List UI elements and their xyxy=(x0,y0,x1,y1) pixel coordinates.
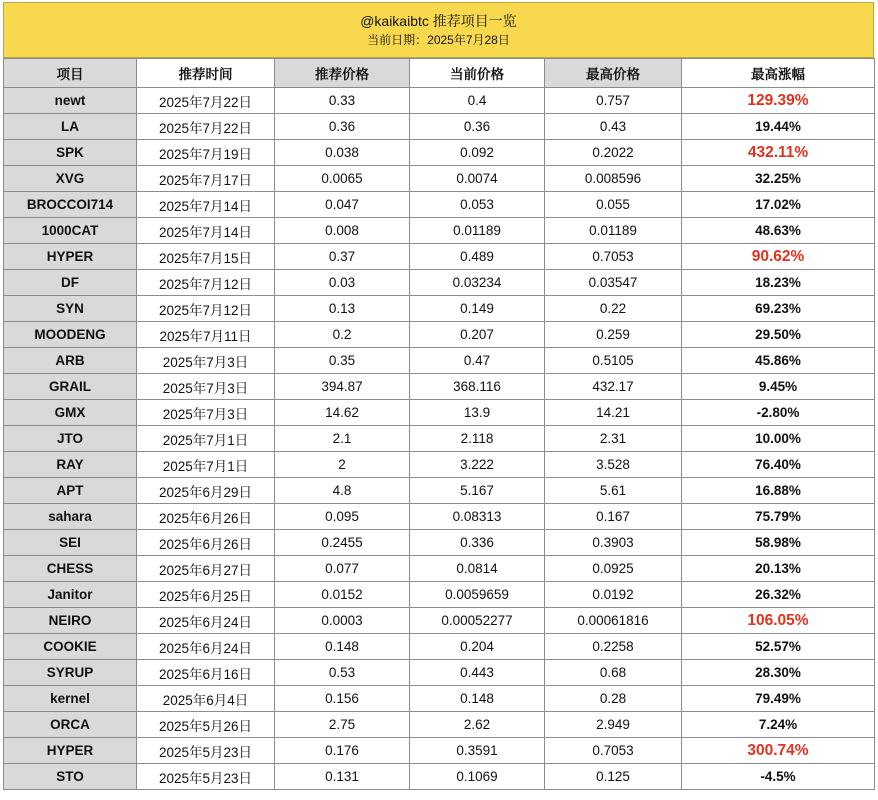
rec-date-cell: 2025年7月11日 xyxy=(137,322,275,348)
high-price-cell: 0.0925 xyxy=(545,556,682,582)
current-price-cell: 13.9 xyxy=(410,400,545,426)
current-price-cell: 0.489 xyxy=(410,244,545,270)
project-name-cell: sahara xyxy=(4,504,137,530)
project-name-cell: NEIRO xyxy=(4,608,137,634)
rec-price-cell: 0.047 xyxy=(275,192,410,218)
rec-price-cell: 2 xyxy=(275,452,410,478)
rec-date-cell: 2025年7月19日 xyxy=(137,140,275,166)
project-name-cell: CHESS xyxy=(4,556,137,582)
project-name-cell: JTO xyxy=(4,426,137,452)
high-price-cell: 0.43 xyxy=(545,114,682,140)
high-price-cell: 2.949 xyxy=(545,712,682,738)
current-price-cell: 0.443 xyxy=(410,660,545,686)
table-row xyxy=(4,218,875,244)
max-gain-cell: 20.13% xyxy=(682,556,875,582)
current-price-cell: 2.118 xyxy=(410,426,545,452)
max-gain-cell: 52.57% xyxy=(682,634,875,660)
current-date: 当前日期：2025年7月28日 xyxy=(367,33,510,47)
rec-date-cell: 2025年7月12日 xyxy=(137,270,275,296)
page-title: @kaikaibtc 推荐项目一览 xyxy=(360,13,517,29)
table-row xyxy=(4,322,875,348)
table-row xyxy=(4,738,875,764)
rec-date-cell: 2025年6月27日 xyxy=(137,556,275,582)
max-gain-cell: 26.32% xyxy=(682,582,875,608)
high-price-cell: 0.7053 xyxy=(545,244,682,270)
project-name-cell: GRAIL xyxy=(4,374,137,400)
rec-price-cell: 0.0003 xyxy=(275,608,410,634)
project-name-cell: STO xyxy=(4,764,137,790)
project-name-cell: ORCA xyxy=(4,712,137,738)
max-gain-cell: 19.44% xyxy=(682,114,875,140)
rec-date-cell: 2025年7月1日 xyxy=(137,452,275,478)
max-gain-cell: 300.74% xyxy=(682,738,875,764)
max-gain-cell: -2.80% xyxy=(682,400,875,426)
max-gain-cell: 58.98% xyxy=(682,530,875,556)
high-price-cell: 432.17 xyxy=(545,374,682,400)
table-row xyxy=(4,608,875,634)
current-price-cell: 0.336 xyxy=(410,530,545,556)
project-name-cell: kernel xyxy=(4,686,137,712)
table-row xyxy=(4,296,875,322)
rec-price-cell: 0.095 xyxy=(275,504,410,530)
table-row xyxy=(4,426,875,452)
current-price-cell: 0.204 xyxy=(410,634,545,660)
high-price-cell: 0.008596 xyxy=(545,166,682,192)
rec-price-cell: 0.36 xyxy=(275,114,410,140)
max-gain-cell: 10.00% xyxy=(682,426,875,452)
current-price-cell: 3.222 xyxy=(410,452,545,478)
current-price-cell: 0.149 xyxy=(410,296,545,322)
max-gain-cell: 16.88% xyxy=(682,478,875,504)
current-price-cell: 0.0074 xyxy=(410,166,545,192)
current-price-cell: 0.148 xyxy=(410,686,545,712)
rec-date-cell: 2025年6月16日 xyxy=(137,660,275,686)
project-name-cell: MOODENG xyxy=(4,322,137,348)
rec-date-cell: 2025年5月26日 xyxy=(137,712,275,738)
rec-date-cell: 2025年5月23日 xyxy=(137,764,275,790)
max-gain-cell: 17.02% xyxy=(682,192,875,218)
high-price-cell: 0.03547 xyxy=(545,270,682,296)
project-name-cell: Janitor xyxy=(4,582,137,608)
rec-price-cell: 0.03 xyxy=(275,270,410,296)
recommendation-sheet xyxy=(3,2,874,796)
rec-date-cell: 2025年7月3日 xyxy=(137,374,275,400)
high-price-cell: 3.528 xyxy=(545,452,682,478)
max-gain-cell: 90.62% xyxy=(682,244,875,270)
rec-price-cell: 2.75 xyxy=(275,712,410,738)
table-row xyxy=(4,764,875,790)
header-banner xyxy=(3,2,874,58)
high-price-cell: 0.2022 xyxy=(545,140,682,166)
high-price-cell: 0.5105 xyxy=(545,348,682,374)
rec-date-cell: 2025年6月25日 xyxy=(137,582,275,608)
max-gain-cell: 432.11% xyxy=(682,140,875,166)
current-price-cell: 0.3591 xyxy=(410,738,545,764)
rec-date-cell: 2025年7月12日 xyxy=(137,296,275,322)
current-price-cell: 0.0059659 xyxy=(410,582,545,608)
table-body xyxy=(4,88,875,790)
rec-price-cell: 0.148 xyxy=(275,634,410,660)
current-price-cell: 2.62 xyxy=(410,712,545,738)
high-price-cell: 0.055 xyxy=(545,192,682,218)
rec-date-cell: 2025年5月23日 xyxy=(137,738,275,764)
high-price-cell: 0.00061816 xyxy=(545,608,682,634)
projects-table xyxy=(3,58,875,790)
rec-date-cell: 2025年6月24日 xyxy=(137,634,275,660)
max-gain-cell: 32.25% xyxy=(682,166,875,192)
rec-price-cell: 0.156 xyxy=(275,686,410,712)
current-price-cell: 5.167 xyxy=(410,478,545,504)
max-gain-cell: 29.50% xyxy=(682,322,875,348)
max-gain-cell: 76.40% xyxy=(682,452,875,478)
rec-price-cell: 0.0065 xyxy=(275,166,410,192)
rec-date-cell: 2025年7月22日 xyxy=(137,88,275,114)
high-price-cell: 0.01189 xyxy=(545,218,682,244)
current-price-cell: 0.01189 xyxy=(410,218,545,244)
rec-price-cell: 0.13 xyxy=(275,296,410,322)
table-row xyxy=(4,478,875,504)
column-header-project: 项目 xyxy=(4,59,137,88)
project-name-cell: 1000CAT xyxy=(4,218,137,244)
current-price-cell: 0.207 xyxy=(410,322,545,348)
max-gain-cell: 129.39% xyxy=(682,88,875,114)
project-name-cell: ARB xyxy=(4,348,137,374)
rec-price-cell: 0.131 xyxy=(275,764,410,790)
rec-price-cell: 0.37 xyxy=(275,244,410,270)
max-gain-cell: 48.63% xyxy=(682,218,875,244)
max-gain-cell: 75.79% xyxy=(682,504,875,530)
rec-date-cell: 2025年7月3日 xyxy=(137,400,275,426)
high-price-cell: 5.61 xyxy=(545,478,682,504)
rec-date-cell: 2025年6月26日 xyxy=(137,530,275,556)
table-row xyxy=(4,374,875,400)
rec-price-cell: 0.2455 xyxy=(275,530,410,556)
current-price-cell: 0.053 xyxy=(410,192,545,218)
table-row xyxy=(4,556,875,582)
high-price-cell: 0.0192 xyxy=(545,582,682,608)
project-name-cell: SYRUP xyxy=(4,660,137,686)
project-name-cell: SYN xyxy=(4,296,137,322)
max-gain-cell: 9.45% xyxy=(682,374,875,400)
max-gain-cell: 18.23% xyxy=(682,270,875,296)
rec-price-cell: 0.038 xyxy=(275,140,410,166)
rec-price-cell: 0.077 xyxy=(275,556,410,582)
table-row xyxy=(4,348,875,374)
max-gain-cell: 69.23% xyxy=(682,296,875,322)
rec-price-cell: 4.8 xyxy=(275,478,410,504)
table-row xyxy=(4,140,875,166)
table-row xyxy=(4,634,875,660)
table-row xyxy=(4,192,875,218)
project-name-cell: DF xyxy=(4,270,137,296)
project-name-cell: RAY xyxy=(4,452,137,478)
max-gain-cell: 7.24% xyxy=(682,712,875,738)
table-row xyxy=(4,166,875,192)
table-row xyxy=(4,400,875,426)
project-name-cell: GMX xyxy=(4,400,137,426)
rec-date-cell: 2025年7月14日 xyxy=(137,218,275,244)
high-price-cell: 0.757 xyxy=(545,88,682,114)
rec-price-cell: 0.176 xyxy=(275,738,410,764)
table-row xyxy=(4,452,875,478)
project-name-cell: HYPER xyxy=(4,244,137,270)
table-row xyxy=(4,530,875,556)
rec-price-cell: 0.2 xyxy=(275,322,410,348)
max-gain-cell: 79.49% xyxy=(682,686,875,712)
project-name-cell: SPK xyxy=(4,140,137,166)
table-row xyxy=(4,88,875,114)
project-name-cell: LA xyxy=(4,114,137,140)
current-price-cell: 0.08313 xyxy=(410,504,545,530)
table-row xyxy=(4,686,875,712)
current-price-cell: 0.36 xyxy=(410,114,545,140)
rec-price-cell: 2.1 xyxy=(275,426,410,452)
project-name-cell: SEI xyxy=(4,530,137,556)
rec-date-cell: 2025年6月24日 xyxy=(137,608,275,634)
high-price-cell: 0.22 xyxy=(545,296,682,322)
high-price-cell: 0.68 xyxy=(545,660,682,686)
high-price-cell: 0.7053 xyxy=(545,738,682,764)
column-header-rec-price: 推荐价格 xyxy=(275,59,410,88)
table-row xyxy=(4,660,875,686)
high-price-cell: 0.259 xyxy=(545,322,682,348)
project-name-cell: APT xyxy=(4,478,137,504)
rec-price-cell: 0.33 xyxy=(275,88,410,114)
rec-date-cell: 2025年7月22日 xyxy=(137,114,275,140)
table-row xyxy=(4,582,875,608)
current-price-cell: 368.116 xyxy=(410,374,545,400)
current-price-cell: 0.092 xyxy=(410,140,545,166)
max-gain-cell: 45.86% xyxy=(682,348,875,374)
rec-price-cell: 14.62 xyxy=(275,400,410,426)
project-name-cell: COOKIE xyxy=(4,634,137,660)
table-row xyxy=(4,712,875,738)
high-price-cell: 0.2258 xyxy=(545,634,682,660)
current-price-cell: 0.03234 xyxy=(410,270,545,296)
table-row xyxy=(4,114,875,140)
current-price-cell: 0.0814 xyxy=(410,556,545,582)
rec-date-cell: 2025年7月15日 xyxy=(137,244,275,270)
current-price-cell: 0.4 xyxy=(410,88,545,114)
rec-date-cell: 2025年6月4日 xyxy=(137,686,275,712)
project-name-cell: BROCCOI714 xyxy=(4,192,137,218)
column-header-max-gain: 最高涨幅 xyxy=(682,59,875,88)
project-name-cell: HYPER xyxy=(4,738,137,764)
high-price-cell: 0.125 xyxy=(545,764,682,790)
rec-date-cell: 2025年6月26日 xyxy=(137,504,275,530)
rec-date-cell: 2025年6月29日 xyxy=(137,478,275,504)
rec-price-cell: 0.008 xyxy=(275,218,410,244)
current-price-cell: 0.00052277 xyxy=(410,608,545,634)
rec-date-cell: 2025年7月1日 xyxy=(137,426,275,452)
column-header-rec-date: 推荐时间 xyxy=(137,59,275,88)
table-row xyxy=(4,244,875,270)
current-price-cell: 0.1069 xyxy=(410,764,545,790)
rec-date-cell: 2025年7月14日 xyxy=(137,192,275,218)
max-gain-cell: 28.30% xyxy=(682,660,875,686)
column-header-current-price: 当前价格 xyxy=(410,59,545,88)
table-row xyxy=(4,270,875,296)
project-name-cell: XVG xyxy=(4,166,137,192)
rec-price-cell: 0.0152 xyxy=(275,582,410,608)
table-header-row xyxy=(4,59,875,88)
project-name-cell: newt xyxy=(4,88,137,114)
rec-date-cell: 2025年7月3日 xyxy=(137,348,275,374)
rec-price-cell: 394.87 xyxy=(275,374,410,400)
rec-price-cell: 0.53 xyxy=(275,660,410,686)
current-price-cell: 0.47 xyxy=(410,348,545,374)
column-header-high-price: 最高价格 xyxy=(545,59,682,88)
rec-price-cell: 0.35 xyxy=(275,348,410,374)
high-price-cell: 0.3903 xyxy=(545,530,682,556)
table-row xyxy=(4,504,875,530)
rec-date-cell: 2025年7月17日 xyxy=(137,166,275,192)
high-price-cell: 0.28 xyxy=(545,686,682,712)
max-gain-cell: -4.5% xyxy=(682,764,875,790)
high-price-cell: 14.21 xyxy=(545,400,682,426)
max-gain-cell: 106.05% xyxy=(682,608,875,634)
high-price-cell: 2.31 xyxy=(545,426,682,452)
high-price-cell: 0.167 xyxy=(545,504,682,530)
